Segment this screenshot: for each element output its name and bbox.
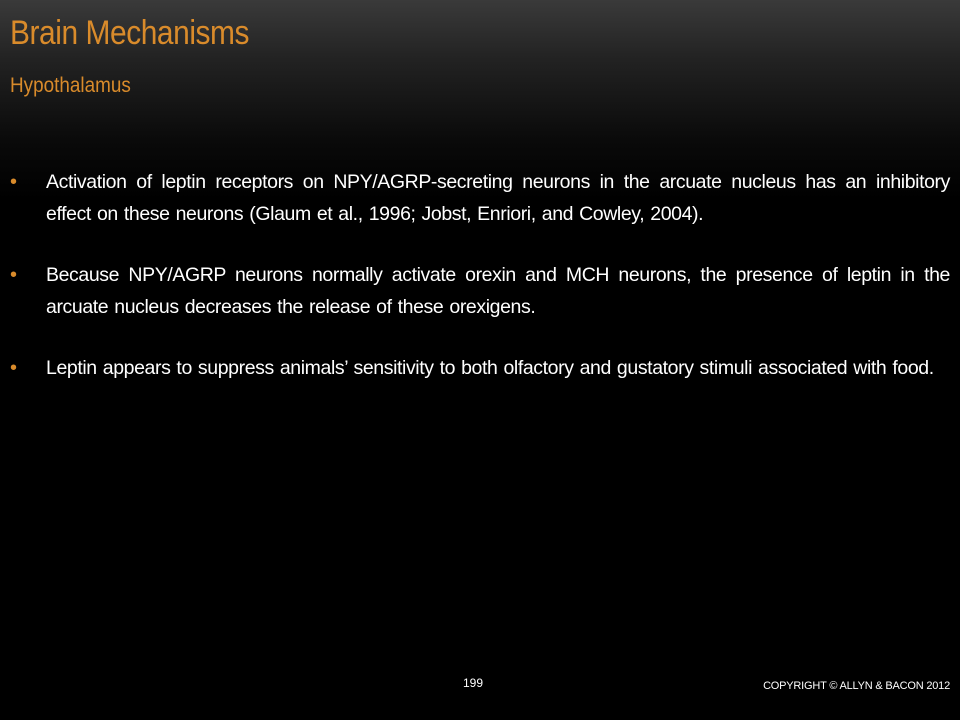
slide-subtitle: Hypothalamus	[10, 74, 131, 97]
bullet-dot-icon: •	[10, 357, 18, 379]
bullet-text: Activation of leptin receptors on NPY/AGRP-secreting neurons in the arcuate nucleus has an inhibitory effect on these neurons (Glaum et al., 1996; Jobst, Enriori, and Cowley, 2004).	[46, 171, 950, 225]
bullet-dot-icon: •	[10, 264, 18, 286]
bullet-item	[10, 352, 950, 384]
bullet-list	[10, 166, 950, 413]
bullet-text: Leptin appears to suppress animals’ sensitivity to both olfactory and gustatory stimuli associated with food.	[46, 357, 934, 379]
bullet-text: Because NPY/AGRP neurons normally activate orexin and MCH neurons, the presence of leptin in the arcuate nucleus decreases the release of these orexigens.	[46, 264, 950, 318]
slide-title: Brain Mechanisms	[10, 14, 250, 52]
bullet-item	[10, 166, 950, 230]
page-number: 199	[463, 676, 484, 690]
bullet-item	[10, 259, 950, 323]
bullet-dot-icon: •	[10, 171, 18, 193]
copyright-notice: COPYRIGHT © ALLYN & BACON 2012	[763, 680, 950, 692]
